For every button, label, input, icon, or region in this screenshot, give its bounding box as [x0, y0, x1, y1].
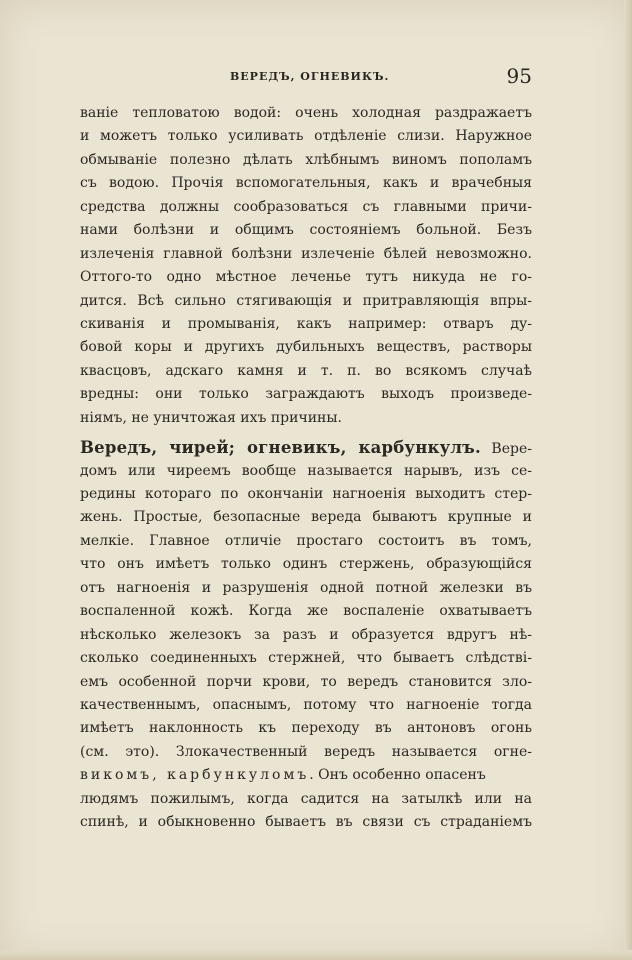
spaced-term: викомъ, карбункуломъ [80, 767, 310, 784]
text-line: средства должны сообразоваться съ главными причи- [80, 198, 532, 215]
text-line: спинѣ, и обыкновенно бываетъ въ связи съ страданіемъ [80, 814, 532, 831]
text-line: ніямъ, не уничтожая ихъ причины. [80, 409, 342, 426]
text-line: скиванія и промыванія, какъ например: отваръ ду- [80, 315, 532, 332]
section-heading: Вередъ, чирей; огневикъ, карбункулъ. [80, 438, 481, 458]
text-line: съ водою. Прочія вспомогательныя, какъ и врачебныя [80, 175, 532, 192]
text-line: ваніе тепловатою водой: очень холодная раздражаетъ [80, 105, 532, 121]
text-line: обмываніе полезно дѣлать хлѣбнымъ виномъ пополамъ [80, 151, 532, 168]
text-line: отъ нагноенія и разрушенія одной потной железки въ [80, 579, 532, 596]
text-line: излеченія главной болѣзни излеченіе бѣлей невозможно. [80, 245, 532, 262]
text-line: воспаленной кожѣ. Когда же воспаленіе охватываетъ [80, 603, 532, 620]
text-line: редины котораго по окончаніи нагноенія выходитъ стер- [80, 486, 532, 502]
page-edge [624, 0, 632, 960]
text-line: бовой коры и другихъ дубильныхъ веществъ, растворы [80, 339, 532, 356]
text-line: людямъ пожилымъ, когда садится на затылкѣ или на [80, 790, 532, 807]
text-line: нѣсколько железокъ за разъ и образуется вдругъ нѣ- [80, 626, 532, 643]
text-line: имѣетъ наклонность къ переходу въ антоновъ огонь [80, 720, 532, 737]
body-text [80, 102, 532, 835]
page-number: 95 [506, 64, 532, 88]
paragraph-bleaching-treatment [80, 102, 532, 430]
text-line: мелкіе. Главное отличіе простаго состоитъ въ томъ, [80, 532, 532, 549]
text-line: качественнымъ, опаснымъ, потому что нагноеніе тогда [80, 696, 532, 713]
text-line: Оттого-то одно мѣстное леченье тутъ никуда не го- [80, 269, 532, 286]
text-line: сколько соединенныхъ стержней, что бываетъ слѣдстві- [80, 650, 532, 667]
text-line: и можетъ только усиливать отдѣленіе слизи. Наружное [80, 128, 532, 145]
text-line: домъ или чиреемъ вообще называется нарывъ, изъ се- [80, 462, 532, 479]
text-line: нами болѣзни и общимъ состояніемъ больной. Безъ [80, 222, 532, 239]
text-line: (см. это). Злокачественный вередъ называется огне- [80, 743, 532, 760]
text-line: что онъ имѣетъ только одинъ стержень, образующійся [80, 556, 532, 573]
page-bottom-edge [0, 950, 632, 960]
running-title: ВЕРЕДЪ, ОГНЕВИКЪ. [230, 70, 390, 83]
paragraph-boil-carbuncle [80, 436, 532, 834]
text-run: . Онъ особенно опасенъ [309, 767, 486, 784]
text-line [80, 764, 532, 787]
running-header [80, 64, 532, 90]
text-line: квасцовъ, адскаго камня и т. п. во всякомъ случаѣ [80, 362, 532, 379]
text-line: жень. Простые, безопасные вереда бываютъ крупные и [80, 509, 532, 526]
text-line: вредны: они только заграждаютъ выходъ произведе- [80, 386, 532, 403]
heading-tail: Вере- [480, 441, 532, 458]
text-line: дится. Всѣ сильно стягивающія и притравляющія впры- [80, 292, 532, 309]
heading-line [80, 436, 532, 459]
text-line: емъ особенной порчи крови, то вередъ становится зло- [80, 673, 532, 690]
